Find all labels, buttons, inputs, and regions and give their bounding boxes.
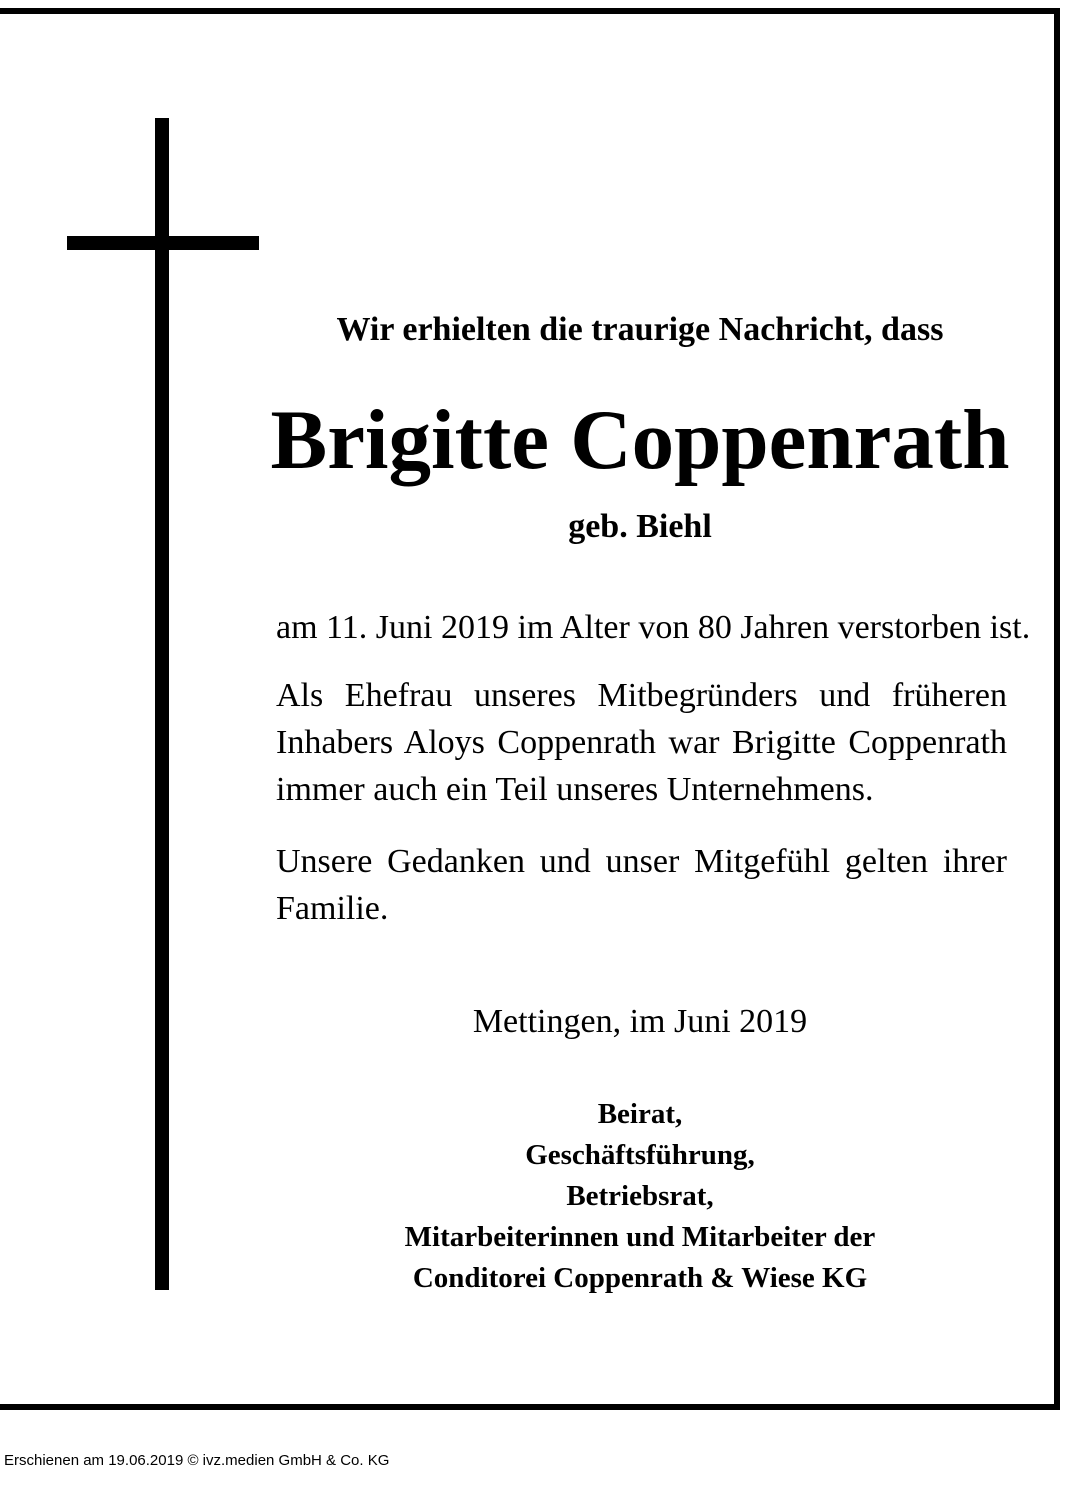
signatories bbox=[270, 1094, 1010, 1299]
deceased-name: Brigitte Coppenrath bbox=[270, 393, 1010, 487]
publication-footer: Erschienen am 19.06.2019 © ivz.medien GmbH & Co. KG bbox=[4, 1452, 390, 1469]
cross-icon bbox=[155, 118, 169, 1290]
maiden-name: geb. Biehl bbox=[568, 508, 712, 545]
place-date: Mettingen, im Juni 2019 bbox=[472, 1003, 808, 1040]
condolence-paragraph: Unsere Gedanken und unser Mitgefühl gelten ihrer Familie. bbox=[276, 843, 1007, 927]
intro-text: Wir erhielten die traurige Nachricht, dass bbox=[336, 311, 944, 348]
signatory-line: Mitarbeiterinnen und Mitarbeiter der bbox=[404, 1221, 876, 1253]
relationship-paragraph: Als Ehefrau unseres Mitbegründers und früheren Inhabers Aloys Coppenrath war Brigitte Coppenrath immer auch ein Teil unseres Unternehmens. bbox=[276, 677, 1007, 808]
cross-icon-crossbar bbox=[67, 236, 259, 250]
signatory-line: Beirat, bbox=[597, 1098, 683, 1130]
signatory-line: Betriebsrat, bbox=[566, 1180, 714, 1212]
signatory-line: Geschäftsführung, bbox=[525, 1139, 755, 1171]
signatory-line: Conditorei Coppenrath & Wiese KG bbox=[412, 1262, 868, 1294]
death-date-paragraph: am 11. Juni 2019 im Alter von 80 Jahren verstorben ist. bbox=[276, 609, 1031, 646]
